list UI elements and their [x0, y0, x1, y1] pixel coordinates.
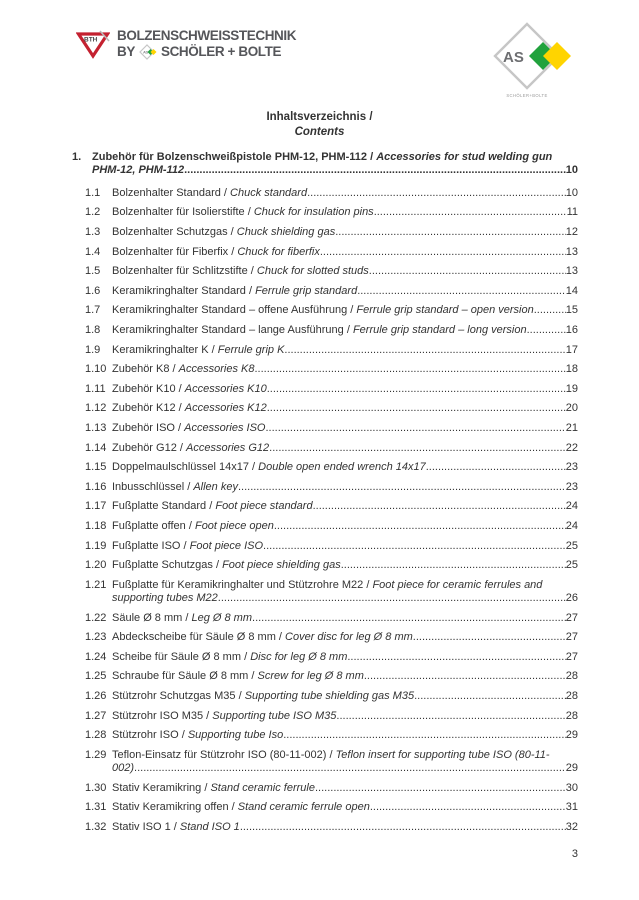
toc-item-page[interactable]: 26	[565, 592, 578, 605]
toc-item[interactable]	[0, 749, 639, 776]
toc-item-title-en: Chuck for insulation pins	[253, 206, 374, 219]
toc-item-page[interactable]: 28	[565, 709, 578, 722]
toc-item-number: 1.16	[85, 480, 107, 493]
brand-line2: SCHÖLER + BOLTE	[160, 44, 282, 59]
toc-item-title-de: Zubehör K10	[112, 382, 176, 395]
toc-section-title-en-cont: PHM-12, PHM-112	[92, 164, 185, 177]
toc-item-title-en: Foot piece standard	[215, 500, 313, 513]
dot-leader	[240, 821, 566, 834]
dot-leader	[263, 540, 566, 553]
toc-separator: /	[169, 363, 179, 376]
toc-item-title-de: Schraube für Säule Ø 8 mm	[112, 670, 249, 683]
toc-item-page[interactable]: 29	[565, 729, 578, 742]
toc-item[interactable]	[0, 383, 639, 396]
toc-item-title-de: Stützrohr ISO	[112, 729, 179, 742]
toc-item-title-en: Ferrule grip standard – open version	[356, 304, 534, 317]
toc-item-number: 1.4	[85, 245, 101, 258]
toc-item-title-en: Accessories G12	[186, 441, 270, 454]
toc-item-number: 1.6	[85, 284, 101, 297]
toc-separator: /	[185, 519, 195, 532]
toc-item[interactable]	[0, 461, 639, 474]
toc-item-title-en: Supporting tube shielding gas M35	[244, 690, 415, 703]
toc-item-number: 1.20	[85, 559, 107, 572]
toc-item-title-de: Fußplatte für Keramikringhalter und Stützrohre M22	[112, 578, 364, 591]
dot-leader	[254, 363, 565, 376]
as-badge-text: AS	[503, 49, 524, 66]
toc-item-title-de: Inbusschlüssel	[112, 480, 185, 493]
toc-item-title-de: Bolzenhalter Standard	[112, 186, 221, 199]
toc-item-title-en-cont: 002)	[112, 762, 135, 775]
toc-item[interactable]	[0, 265, 639, 278]
toc-item-title-en: Foot piece ISO	[189, 539, 264, 552]
company-logo	[76, 28, 296, 60]
toc-separator: /	[245, 284, 256, 297]
dot-leader	[370, 801, 566, 814]
toc-separator: /	[208, 343, 218, 356]
dot-leader	[347, 651, 565, 664]
dot-leader	[336, 710, 565, 723]
dot-leader	[335, 226, 566, 239]
toc-item-page[interactable]: 16	[565, 323, 578, 336]
toc-separator: /	[212, 559, 223, 572]
toc-item-title-en: Stand ceramic ferrule	[210, 781, 315, 794]
toc-item-title-de: Zubehör G12	[112, 441, 177, 454]
toc-item-title-en: Accessories K12	[184, 402, 267, 415]
toc-item[interactable]	[0, 520, 639, 533]
toc-item-title-en: Foot piece shielding gas	[222, 559, 341, 572]
toc-separator: /	[247, 265, 257, 278]
toc-separator: /	[235, 690, 245, 703]
toc-separator: /	[203, 709, 213, 722]
toc-item-title-en: Foot piece for ceramic ferrules and	[372, 578, 543, 591]
toc-item-number: 1.21	[85, 578, 107, 591]
toc-item-title-de: Stützrohr ISO M35	[112, 709, 204, 722]
brand-by: BY	[117, 44, 135, 59]
dot-leader	[341, 559, 566, 572]
toc-item-page[interactable]: 13	[565, 265, 578, 278]
dot-leader	[426, 461, 566, 474]
toc-item-title-de: Keramikringhalter Standard – offene Ausführung	[112, 304, 348, 317]
toc-separator: /	[178, 729, 188, 742]
dot-leader	[274, 520, 566, 533]
toc-separator: /	[248, 670, 258, 683]
toc-item-title-de: Fußplatte Standard	[112, 500, 207, 513]
toc-item-title-en: Chuck for fiberfix	[237, 245, 320, 258]
dot-leader	[534, 304, 566, 317]
toc-item-page[interactable]: 22	[565, 441, 578, 454]
toc-separator: /	[206, 500, 216, 513]
toc-item[interactable]	[0, 422, 639, 435]
toc-item-title-de: Fußplatte offen	[112, 519, 186, 532]
dot-leader	[364, 670, 566, 683]
toc-item-number: 1.17	[85, 500, 107, 513]
toc-item-title-en: Ferrule grip standard	[255, 284, 358, 297]
toc-item-page[interactable]: 23	[565, 480, 578, 493]
toc-separator: /	[367, 151, 377, 163]
toc-item-title-de: Zubehör K12	[112, 402, 176, 415]
toc-item-page[interactable]: 10	[565, 186, 578, 199]
toc-item-page[interactable]: 30	[565, 781, 578, 794]
toc-item-number: 1.18	[85, 519, 107, 532]
toc-item-page[interactable]: 27	[565, 650, 578, 663]
dot-leader	[284, 344, 565, 357]
toc-item-page[interactable]: 20	[565, 402, 578, 415]
toc-item-number: 1.26	[85, 690, 107, 703]
toc-item-page[interactable]: 12	[565, 226, 578, 238]
dot-leader	[320, 246, 566, 259]
toc-item-title-de: Bolzenhalter Schutzgas	[112, 226, 228, 238]
dot-leader	[307, 187, 566, 200]
dot-leader	[357, 285, 566, 298]
toc-item-title-de: Stativ Keramikring offen	[112, 801, 229, 814]
toc-item[interactable]	[0, 402, 639, 415]
toc-item-title-en: Foot piece open	[194, 519, 274, 532]
toc-item-title-en: Chuck for slotted studs	[256, 265, 369, 278]
toc-item-title-en: Ferrule grip K	[217, 343, 285, 356]
toc-separator: /	[174, 421, 185, 434]
toc-item-title-en: Accessories K8	[178, 363, 255, 376]
toc-item-title-de: Stützrohr Schutzgas M35	[112, 690, 236, 703]
toc-item-title-en: Teflon insert for supporting tube ISO (80-11-	[335, 748, 550, 761]
toc-item-title-de: Keramikringhalter K	[112, 343, 209, 356]
toc-item-page[interactable]: 14	[565, 284, 578, 297]
toc-item-page[interactable]: 31	[565, 801, 578, 814]
toc-separator: /	[363, 578, 373, 591]
toc-item[interactable]	[0, 246, 639, 259]
toc-item-title-en: Chuck standard	[230, 186, 308, 199]
toc-item-page[interactable]: 19	[565, 382, 578, 395]
toc-separator: /	[343, 323, 353, 336]
toc-item-number: 1.8	[85, 323, 101, 336]
toc-section-title-en: Accessories for stud welding gun	[376, 151, 553, 163]
dot-leader	[313, 500, 566, 513]
dot-leader	[252, 612, 566, 625]
dot-leader	[414, 690, 566, 703]
toc-item-title-de: Zubehör ISO	[112, 421, 175, 434]
dot-leader	[413, 631, 566, 644]
toc-item[interactable]	[0, 579, 639, 606]
toc-item-title-en-cont: supporting tubes M22	[112, 592, 218, 605]
toc-item-number: 1.7	[85, 304, 101, 317]
toc-separator: /	[275, 631, 286, 644]
toc-item[interactable]	[0, 304, 639, 317]
toc-item[interactable]	[0, 206, 639, 219]
toc-item-page[interactable]: 11	[566, 206, 578, 219]
toc-item-page[interactable]: 21	[565, 421, 578, 434]
toc-section-number: 1.	[72, 151, 82, 163]
toc-item-title-en: Stand ISO 1	[179, 821, 240, 834]
toc-item-title-de: Bolzenhalter für Isolierstifte	[112, 206, 245, 219]
toc-separator: /	[228, 801, 238, 814]
toc-item-number: 1.9	[85, 343, 101, 356]
toc-separator: /	[244, 206, 254, 219]
toc-item[interactable]	[0, 363, 639, 376]
svg-text:AS: AS	[142, 49, 148, 55]
toc-item-number: 1.28	[85, 729, 107, 742]
table-of-contents	[0, 151, 639, 841]
toc-item[interactable]	[0, 540, 639, 553]
toc-item[interactable]	[0, 187, 639, 200]
dot-leader	[267, 402, 566, 415]
toc-item[interactable]	[0, 729, 639, 742]
toc-item-number: 1.23	[85, 631, 107, 644]
toc-item-title-en: Allen key	[193, 480, 238, 493]
as-badge-subtext: SCHÖLER+BOLTE	[506, 93, 548, 98]
toc-item-page[interactable]: 25	[565, 539, 578, 552]
toc-item-title-de: Fußplatte Schutzgas	[112, 559, 213, 572]
toc-item-number: 1.1	[85, 186, 101, 199]
toc-item-number: 1.5	[85, 265, 101, 278]
toc-item[interactable]	[0, 344, 639, 357]
toc-item-number: 1.14	[85, 441, 107, 454]
toc-item-number: 1.22	[85, 611, 107, 624]
toc-item[interactable]	[0, 631, 639, 644]
toc-separator: /	[176, 441, 186, 454]
toc-item-title-en: Supporting tube ISO M35	[212, 709, 337, 722]
toc-item-title-en: Chuck shielding gas	[236, 226, 336, 238]
toc-separator: /	[228, 245, 238, 258]
mini-as-diamond-icon	[139, 44, 157, 60]
toc-item-title-de: Stativ ISO 1	[112, 821, 171, 834]
brand-line1: BOLZENSCHWEISSTECHNIK	[117, 28, 297, 43]
dot-leader	[218, 592, 566, 605]
toc-item[interactable]	[0, 559, 639, 572]
toc-item-title-en: Double open ended wrench 14x17	[258, 461, 426, 474]
toc-separator: /	[184, 480, 194, 493]
toc-item-number: 1.19	[85, 539, 107, 552]
toc-item-page[interactable]: 28	[565, 670, 578, 683]
toc-item-number: 1.11	[85, 382, 106, 395]
as-diamond-logo	[484, 22, 592, 104]
bth-triangle-icon	[76, 30, 110, 60]
toc-item-number: 1.10	[85, 363, 107, 376]
dot-leader	[265, 422, 565, 435]
toc-item-title-de: Keramikringhalter Standard – lange Ausführung	[112, 323, 344, 336]
toc-item-title-en: Accessories K10	[184, 382, 267, 395]
toc-item-title-en: Accessories ISO	[184, 421, 266, 434]
toc-item-list	[0, 187, 639, 835]
toc-item[interactable]	[0, 782, 639, 795]
toc-item-title-de: Abdeckscheibe für Säule Ø 8 mm	[112, 631, 276, 644]
toc-separator: /	[326, 748, 336, 761]
dot-leader	[269, 442, 566, 455]
toc-item-title-en: Screw for leg Ø 8 mm	[257, 670, 364, 683]
dot-leader	[238, 481, 566, 494]
toc-item-page[interactable]: 32	[565, 821, 578, 834]
toc-separator: /	[170, 821, 180, 834]
toc-item-title-en: Cover disc for leg Ø 8 mm	[285, 631, 413, 644]
toc-section-title-de: Zubehör für Bolzenschweißpistole PHM-12, PHM-112	[92, 151, 368, 163]
toc-item[interactable]	[0, 324, 639, 337]
toc-item-title-de: Scheibe für Säule Ø 8 mm	[112, 650, 242, 663]
toc-item-number: 1.15	[85, 461, 107, 474]
toc-item-page[interactable]: 23	[565, 461, 578, 474]
toc-separator: /	[227, 226, 237, 238]
toc-separator: /	[347, 304, 357, 317]
toc-item[interactable]	[0, 612, 639, 625]
dot-leader	[283, 729, 566, 742]
toc-item-title-de: Teflon-Einsatz für Stützrohr ISO (80-11-002)	[112, 748, 327, 761]
dot-leader	[527, 324, 566, 337]
toc-separator: /	[175, 382, 185, 395]
toc-section-page[interactable]: 10	[565, 164, 578, 177]
toc-separator: /	[180, 539, 190, 552]
toc-item-page[interactable]: 15	[565, 304, 578, 317]
toc-item-page[interactable]: 13	[565, 245, 578, 258]
footer-page-number: 3	[571, 848, 578, 860]
toc-separator: /	[175, 402, 185, 415]
toc-item-title-de: Bolzenhalter für Fiberfix	[112, 245, 229, 258]
toc-item-title-de: Keramikringhalter Standard	[112, 284, 246, 297]
toc-item-number: 1.27	[85, 709, 107, 722]
toc-item-title-de: Zubehör K8	[112, 363, 170, 376]
toc-item-number: 1.31	[85, 801, 107, 814]
toc-item-page[interactable]: 24	[565, 519, 578, 532]
toc-section-heading[interactable]	[0, 151, 639, 178]
toc-item-number: 1.29	[85, 748, 107, 761]
toc-item-title-de: Säule Ø 8 mm	[112, 611, 183, 624]
toc-item-page[interactable]: 24	[565, 500, 578, 513]
toc-item[interactable]	[0, 801, 639, 814]
toc-item-title-en: Supporting tube Iso	[187, 729, 284, 742]
toc-separator: /	[241, 650, 251, 663]
toc-item-title-de: Doppelmaulschlüssel 14x17	[112, 461, 249, 474]
toc-separator: /	[220, 186, 231, 199]
toc-item-number: 1.3	[85, 226, 101, 238]
toc-item-page[interactable]: 25	[565, 559, 578, 572]
toc-item[interactable]	[0, 690, 639, 703]
toc-item-title-de: Stativ Keramikring	[112, 781, 202, 794]
toc-item-title-en: Stand ceramic ferrule open	[237, 801, 370, 814]
page-title-de: Inhaltsverzeichnis /	[266, 111, 373, 123]
dot-leader	[134, 762, 566, 775]
toc-item-number: 1.30	[85, 781, 107, 794]
toc-item-number: 1.32	[85, 821, 107, 834]
toc-item[interactable]	[0, 500, 639, 513]
toc-item[interactable]	[0, 821, 639, 834]
toc-item-page[interactable]: 28	[565, 690, 578, 703]
dot-leader	[267, 383, 566, 396]
toc-item-page[interactable]: 29	[565, 762, 578, 775]
toc-separator: /	[248, 461, 259, 474]
dot-leader	[184, 164, 566, 177]
toc-separator: /	[182, 611, 192, 624]
toc-item-number: 1.24	[85, 650, 107, 663]
page-title-en: Contents	[294, 125, 345, 138]
toc-item-page[interactable]: 17	[565, 343, 578, 356]
dot-leader	[315, 782, 566, 795]
toc-item-number: 1.2	[85, 206, 101, 219]
toc-item[interactable]	[0, 226, 639, 239]
toc-item[interactable]	[0, 651, 639, 664]
toc-item-number: 1.25	[85, 670, 107, 683]
toc-item-title-en: Disc for leg Ø 8 mm	[250, 650, 348, 663]
dot-leader	[374, 206, 567, 219]
toc-separator: /	[201, 781, 211, 794]
toc-item[interactable]	[0, 670, 639, 683]
toc-item[interactable]	[0, 442, 639, 455]
page-title	[0, 110, 639, 139]
toc-item[interactable]	[0, 285, 639, 298]
toc-item[interactable]	[0, 710, 639, 723]
svg-text:BTH: BTH	[84, 36, 98, 44]
dot-leader	[369, 265, 566, 278]
toc-item-title-en: Leg Ø 8 mm	[191, 611, 253, 624]
toc-item[interactable]	[0, 481, 639, 494]
toc-item-title-de: Bolzenhalter für Schlitzstifte	[112, 265, 248, 278]
toc-item-page[interactable]: 27	[565, 611, 578, 624]
toc-item-number: 1.13	[85, 421, 107, 434]
toc-item-page[interactable]: 18	[565, 363, 578, 376]
toc-item-page[interactable]: 27	[565, 631, 578, 644]
toc-item-title-en: Ferrule grip standard – long version	[352, 323, 527, 336]
toc-item-number: 1.12	[85, 402, 107, 415]
toc-item-title-de: Fußplatte ISO	[112, 539, 181, 552]
